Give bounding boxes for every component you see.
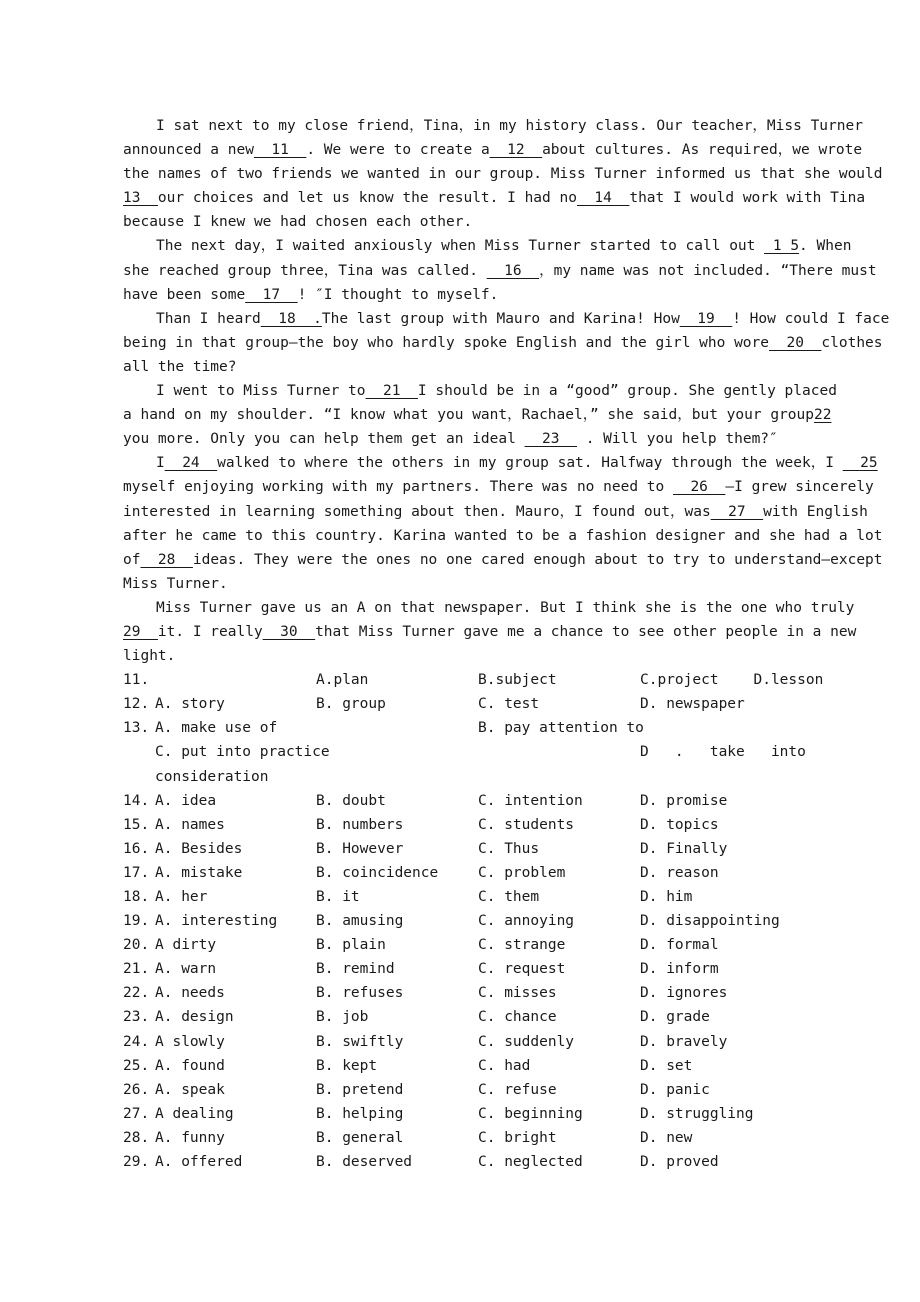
option-d: D. him [640,889,693,905]
option-a: A dirty [155,937,217,954]
option-b: B. general [316,1129,404,1146]
option-c: C. test [478,696,540,713]
passage-line [123,283,843,307]
answer-blank: __30__ [262,623,316,640]
passage-line [123,186,866,210]
option-a: consideration [155,768,269,785]
passage-text: Miss Turner gave us an A on that newspaper. But I think she is the one who truly [156,599,855,616]
document-page [123,114,890,1174]
passage-text: The next day，I waited anxiously when Miss Turner started to call out [156,238,765,255]
option-d: D . take into [640,744,806,761]
passage-text: ，my name was not included. “There must [539,262,877,279]
passage-text: our choices and let us know the result. I had no [157,190,577,207]
option-a: A. offered [155,1154,243,1171]
passage-text: about cultures. As required，we wrote [542,142,863,159]
option-a: A. idea [155,792,217,809]
option-a: A dealing [155,1105,234,1122]
option-c: C. bright [478,1129,557,1146]
answer-blank: __18__. [260,310,322,327]
option-b: B. coincidence [316,864,439,881]
option-c: B. pay attention to [478,720,644,737]
question-row [123,1030,843,1054]
passage-text: interested in learning something about then. Mauro，I found out，was [123,503,711,520]
passage-text: because I knew we had chosen each other. [123,214,473,231]
question-number: 20. [123,937,150,954]
option-b: B. job [316,1009,369,1026]
passage-line [123,331,883,355]
answer-blank: 22 [813,407,832,424]
option-d: D. proved [640,1154,719,1171]
passage-text: Than I heard [156,310,261,327]
option-b: B. amusing [316,913,404,930]
option-c: C. annoying [478,913,575,930]
passage-line [123,548,883,572]
cloze-passage [123,114,890,668]
passage-text: clothes [821,334,883,351]
passage-text: that I would work with Tina [629,190,866,207]
question-row [123,1005,843,1029]
question-number: 22. [123,985,150,1002]
passage-line [123,355,843,379]
passage-line [123,379,843,403]
passage-text: you more. Only you can help them get an ideal [123,431,525,448]
option-a: A. funny [155,1129,225,1146]
option-a: A. her [155,889,208,905]
passage-line [123,451,878,475]
answer-blank: __12__ [489,142,543,159]
option-b: B. kept [316,1057,378,1074]
option-d: D. panic [640,1081,710,1098]
option-c: C. had [478,1057,531,1074]
answer-blank: __16__ [486,262,540,279]
option-d: D. formal [640,937,719,954]
option-c: C. intention [478,792,583,809]
question-row [123,716,843,740]
question-number: 28. [123,1129,150,1146]
passage-text: . Will you help them?″ [576,431,778,448]
question-number: 14. [123,792,150,809]
option-b: B. numbers [316,816,404,833]
option-d: C.project D.lesson [640,672,824,689]
passage-text: ! ″I thought to myself. [297,286,499,303]
option-b: B. refuses [316,985,404,1002]
option-b: A.plan [316,672,369,689]
option-d: D. bravely [640,1033,728,1050]
option-d: D. struggling [640,1105,754,1122]
option-a: A. speak [155,1081,225,1098]
answer-blank: __23__ [524,431,577,448]
question-number: 11. [123,672,150,689]
option-b: B. remind [316,961,395,978]
passage-text: ideas. They were the ones no one cared enough about to try to understand—except [192,551,883,568]
option-a: A. Besides [155,840,243,857]
passage-text: I went to Miss Turner to [156,383,366,400]
passage-text: announced a new [123,142,254,159]
question-row [123,1078,843,1102]
question-number: 25. [123,1057,150,1074]
passage-text: after he came to this country. Karina wanted to be a fashion designer and she had a lot [123,527,883,544]
answer-blank: __25 [842,455,878,472]
question-row [123,789,843,813]
question-number: 24. [123,1033,150,1050]
passage-line [123,475,874,499]
passage-text: that Miss Turner gave me a chance to see other people in a new [315,623,857,640]
passage-text: —I grew sincerely [725,479,874,496]
passage-text: ! How could I face [732,310,890,327]
passage-text: it. I really [157,623,263,640]
option-a: A. mistake [155,864,243,881]
question-list [123,668,843,1174]
question-row [123,861,843,885]
question-row [123,813,843,837]
option-a: A. names [155,816,225,833]
option-c: C. neglected [478,1154,583,1171]
answer-blank: 13__ [123,190,158,207]
passage-line [123,620,857,644]
passage-text: . When [799,238,852,255]
passage-line [123,114,863,138]
answer-blank: __14__ [576,190,630,207]
option-c: C. students [478,816,575,833]
passage-text: . We were to create a [306,142,490,159]
option-a: A. found [155,1057,225,1074]
answer-blank: __19__ [679,310,733,327]
answer-blank: __26__ [672,479,726,496]
option-c: C. beginning [478,1105,583,1122]
question-row [123,957,843,981]
passage-line [123,500,868,524]
option-c: C. suddenly [478,1033,575,1050]
option-c: B.subject [478,672,557,689]
option-d: D. grade [640,1009,710,1026]
option-a: A slowly [155,1033,225,1050]
question-row [123,765,843,789]
passage-text: a hand on my shoulder. “I know what you want，Rachael，” she said，but your group [123,407,814,424]
option-b: B. it [316,889,360,905]
option-a: A. design [155,1009,234,1026]
option-d: D. promise [640,792,728,809]
option-d: D. inform [640,961,719,978]
question-number: 23. [123,1009,150,1026]
question-row [123,1150,843,1174]
option-c: C. request [478,961,566,978]
answer-blank: __20__ [769,334,822,351]
question-number: 16. [123,840,150,857]
option-c: C. misses [478,985,557,1002]
option-a: A. story [155,696,225,713]
answer-blank: __11__ [253,142,307,159]
question-number: 19. [123,913,150,930]
passage-line [123,307,890,331]
passage-text: I [156,455,165,472]
option-d: D. newspaper [640,696,745,713]
question-row [123,740,843,764]
passage-line [123,427,843,451]
option-b: B. plain [316,937,386,954]
option-d: D. ignores [640,985,728,1002]
passage-line [123,162,883,186]
question-row [123,933,843,957]
option-a: A. make use of [155,720,278,737]
option-c: C. problem [478,864,566,881]
passage-line [123,138,863,162]
passage-line [123,234,852,258]
passage-text: have been some [123,286,246,303]
passage-text: with English [763,503,868,520]
passage-text: myself enjoying working with my partners. There was no need to [123,479,673,496]
question-number: 18. [123,889,150,905]
question-number: 17. [123,864,150,881]
option-b: B. deserved [316,1154,413,1171]
passage-text: the names of two friends we wanted in our group. Miss Turner informed us that she would [123,166,883,183]
passage-text: of [123,551,141,568]
option-b: B. pretend [316,1081,404,1098]
answer-blank: __28__ [140,551,193,568]
passage-text: I should be in a “good” group. She gently placed [417,383,837,400]
option-a: A. needs [155,985,225,1002]
answer-blank: __21__ [365,383,418,400]
passage-text: I sat next to my close friend，Tina，in my history class. Our teacher，Miss Turner [156,118,863,134]
question-number: 13. [123,720,150,737]
question-row [123,909,843,933]
option-c: C. chance [478,1009,557,1026]
passage-text: walked to where the others in my group sat. Halfway through the week，I [217,455,843,472]
question-number: 26. [123,1081,150,1098]
option-d: D. reason [640,864,719,881]
passage-text: being in that group—the boy who hardly spoke English and the girl who wore [123,334,770,351]
option-c: C. them [478,889,540,905]
option-b: B. group [316,696,386,713]
option-c: C. Thus [478,840,540,857]
answer-blank: 29__ [123,623,158,640]
option-c: C. strange [478,937,566,954]
question-number: 15. [123,816,150,833]
option-d: D. Finally [640,840,728,857]
question-number: 29. [123,1154,150,1171]
passage-text: The last group with Mauro and Karina! How [321,310,680,327]
question-row [123,981,843,1005]
question-row [123,1054,843,1078]
option-d: D. topics [640,816,719,833]
passage-text: Miss Turner. [123,575,228,592]
option-a: A. warn [155,961,217,978]
answer-blank: __24__ [164,455,218,472]
option-a: C. put into practice [155,744,330,761]
option-b: B. However [316,840,404,857]
answer-blank: __27__ [710,503,764,520]
option-b: B. doubt [316,792,386,809]
option-b: B. swiftly [316,1033,404,1050]
answer-blank: __17__ [245,286,298,303]
passage-text: all the time? [123,358,237,375]
passage-line [123,259,877,283]
question-row [123,668,843,692]
passage-line [123,596,855,620]
passage-line [123,572,843,596]
question-row [123,837,843,861]
question-number: 21. [123,961,150,978]
option-d: D. new [640,1129,693,1146]
passage-text: light. [123,648,176,665]
option-d: D. set [640,1057,693,1074]
option-d: D. disappointing [640,913,780,930]
question-number: 27. [123,1105,150,1122]
passage-text: she reached group three，Tina was called. [123,262,487,279]
question-row [123,1102,843,1126]
option-b: B. helping [316,1105,404,1122]
passage-line [123,644,843,668]
question-row [123,692,843,716]
passage-line [123,210,843,234]
option-a: A. interesting [155,913,278,930]
question-row [123,1126,843,1150]
question-row [123,885,843,909]
question-number: 12. [123,696,150,713]
passage-line [123,524,883,548]
option-c: C. refuse [478,1081,557,1098]
answer-blank: _1 5 [764,238,800,255]
passage-line [123,403,843,427]
